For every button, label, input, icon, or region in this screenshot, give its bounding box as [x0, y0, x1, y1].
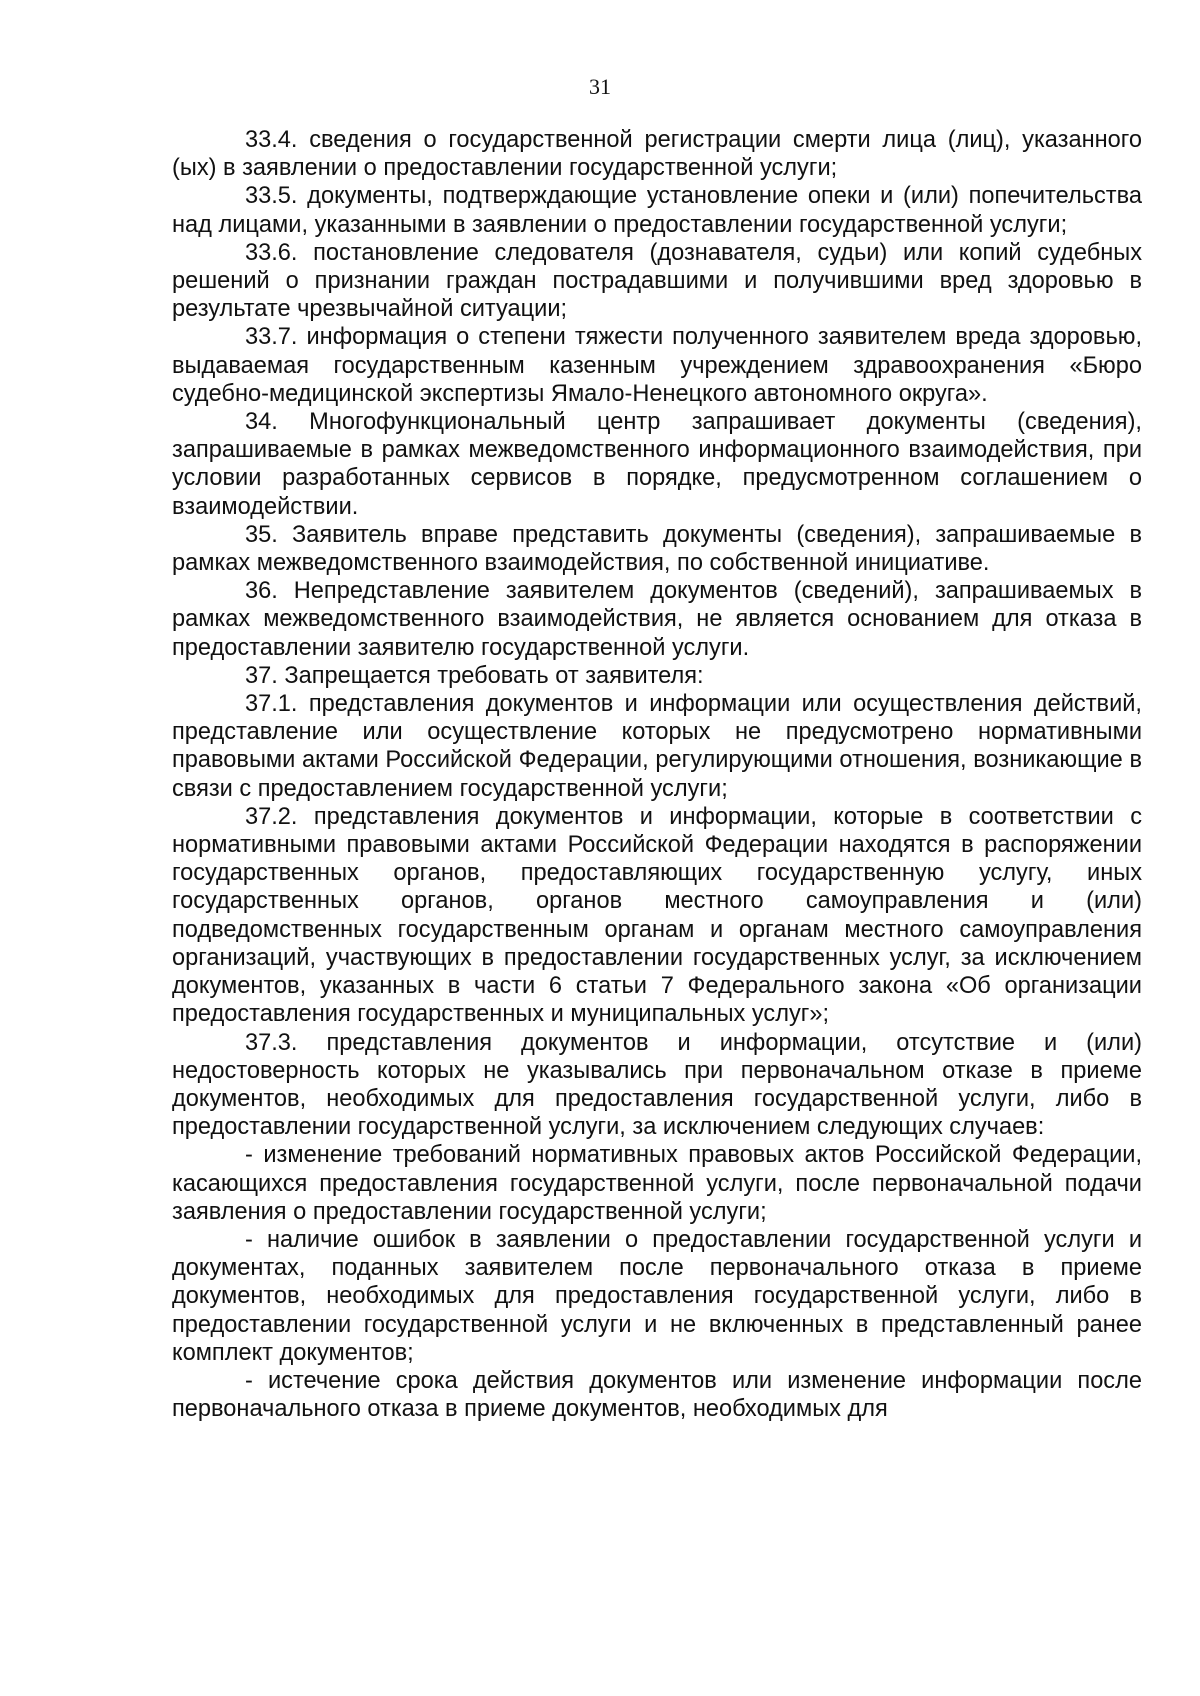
document-body: [172, 126, 1142, 1423]
list-item-errors: - наличие ошибок в заявлении о предоставлении государственной услуги и документах, поданных заявителем после первоначального отказа в приеме документов, необходимых для предоставления государственной услуги, либо в предоставлении государственной услуги и не включенных в представленный ранее комплект документов;: [172, 1226, 1142, 1366]
paragraph-33-5: 33.5. документы, подтверждающие установление опеки и (или) попечительства над лицами, указанными в заявлении о предоставлении государственной услуги;: [172, 183, 1142, 238]
list-item-change-requirements: - изменение требований нормативных правовых актов Российской Федерации, касающихся предоставления государственной услуги, после первоначальной подачи заявления о предоставлении государственной услуги;: [172, 1142, 1142, 1225]
paragraph-33-4: 33.4. сведения о государственной регистрации смерти лица (лиц), указанного (ых) в заявлении о предоставлении государственной услуги;: [172, 127, 1142, 182]
paragraph-37: 37. Запрещается требовать от заявителя:: [245, 662, 704, 689]
list-item-expiration: - истечение срока действия документов или изменение информации после первоначального отказа в приеме документов, необходимых для: [172, 1367, 1142, 1423]
paragraph-33-6: 33.6. постановление следователя (дознавателя, судьи) или копий судебных решений о признании граждан пострадавшими и получившими вред здоровью в результате чрезвычайной ситуации;: [172, 239, 1142, 323]
paragraph-34: 34. Многофункциональный центр запрашивает документы (сведения), запрашиваемые в рамках межведомственного информационного взаимодействия, при условии разработанных сервисов в порядке, предусмотренном соглашением о взаимодействии.: [172, 409, 1142, 520]
paragraph-35: 35. Заявитель вправе представить документы (сведения), запрашиваемые в рамках межведомственного взаимодействия, по собственной инициативе.: [172, 521, 1142, 577]
paragraph-37-1: 37.1. представления документов и информации или осуществления действий, представление или осуществление которых не предусмотрено нормативными правовыми актами Российской Федерации, регулирующими отношения, возникающие в связи с предоставлением государственной услуги;: [172, 691, 1142, 802]
page-number: 31: [589, 74, 611, 99]
paragraph-33-7: 33.7. информация о степени тяжести полученного заявителем вреда здоровью, выдаваемая государственным казенным учреждением здравоохранения «Бюро судебно-медицинской экспертизы Ямало-Ненецкого автономного округа».: [172, 324, 1142, 407]
paragraph-37-2: 37.2. представления документов и информации, которые в соответствии с нормативными правовыми актами Российской Федерации находятся в распоряжении государственных органов, предоставляющих государственную услугу, иных государственных органов, органов местного самоуправления и (или) подведомственных государственным органам и органам местного самоуправления организаций, участвующих в предоставлении государственных услуг, за исключением документов, указанных в части 6 статьи 7 Федерального закона «Об организации предоставления государственных и муниципальных услуг»;: [172, 803, 1142, 1028]
paragraph-37-3: 37.3. представления документов и информации, отсутствие и (или) недостоверность которых не указывались при первоначальном отказе в приеме документов, необходимых для предоставления государственной услуги, либо в предоставлении государственной услуги, за исключением следующих случаев:: [172, 1029, 1142, 1141]
paragraph-36: 36. Непредставление заявителем документов (сведений), запрашиваемых в рамках межведомственного взаимодействия, не является основанием для отказа в предоставлении заявителю государственной услуги.: [172, 578, 1142, 661]
